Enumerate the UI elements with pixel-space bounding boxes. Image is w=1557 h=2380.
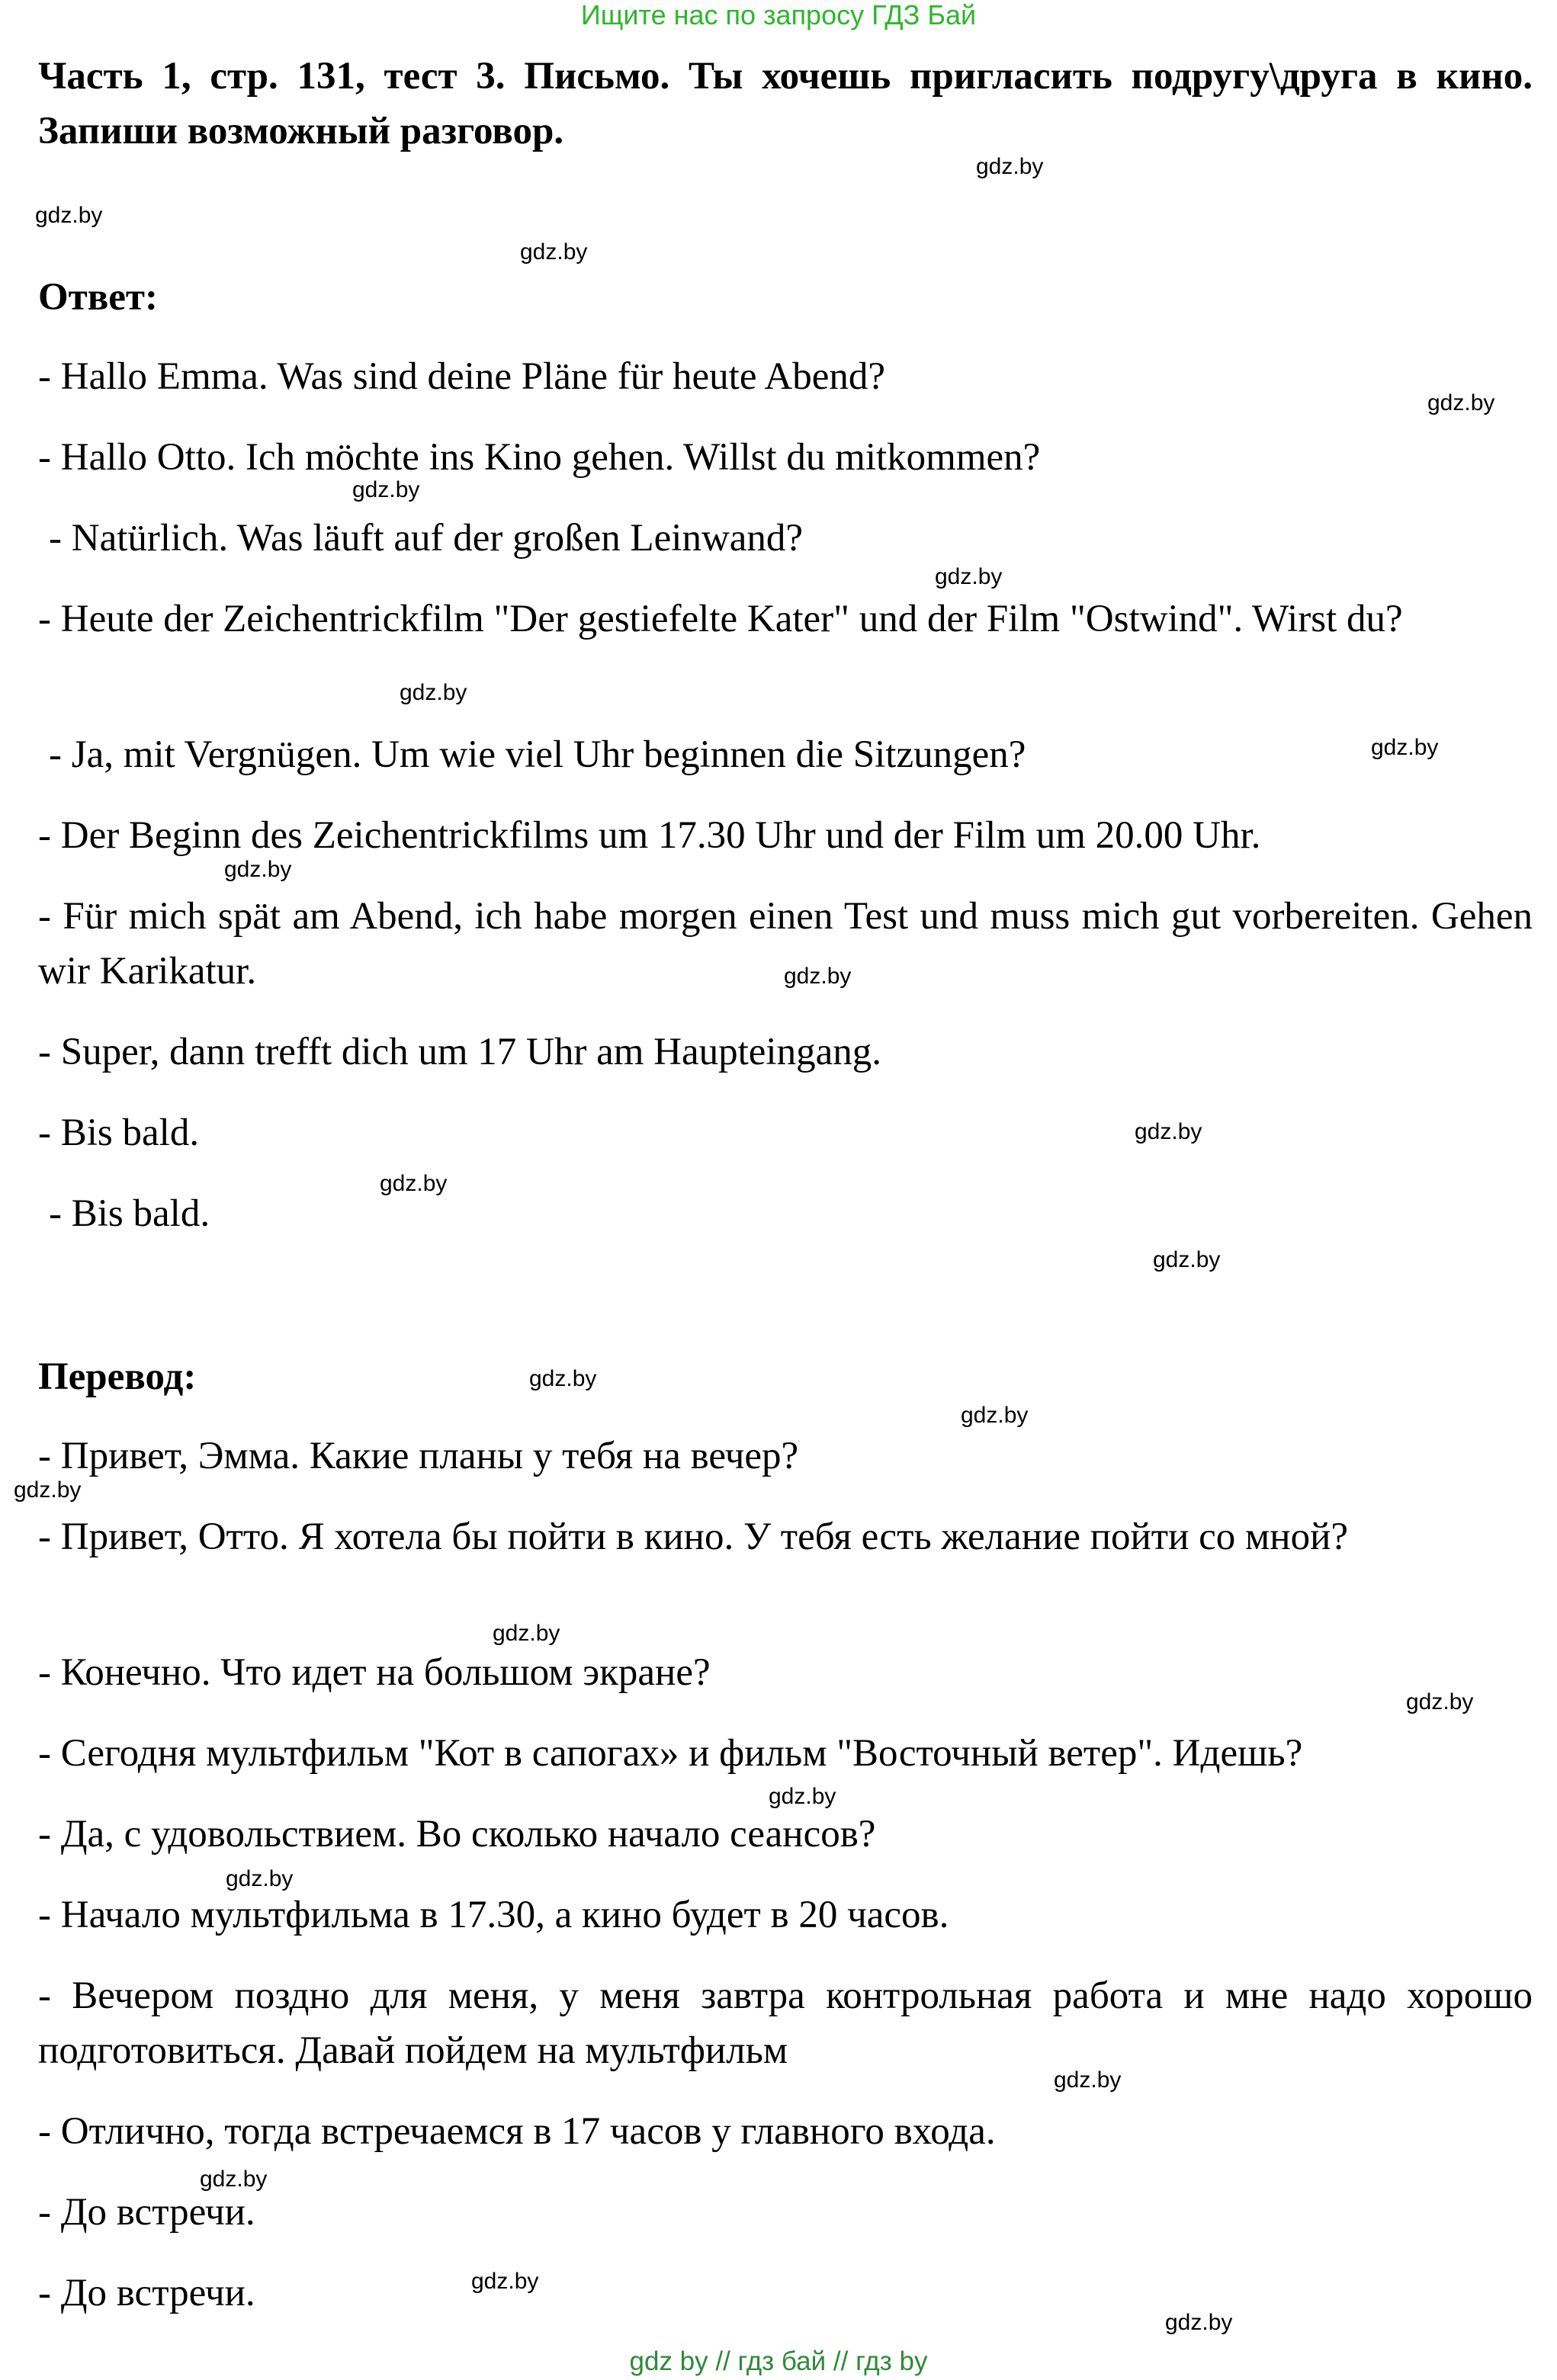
watermark: gdz.by bbox=[493, 1621, 560, 1646]
translation-line-8: - Отлично, тогда встречаемся в 17 часов у главного входа. bbox=[38, 2110, 996, 2153]
watermark: gdz.by bbox=[224, 857, 292, 882]
watermark: gdz.by bbox=[14, 1477, 82, 1503]
answer-line-5: - Ja, mit Vergnügen. Um wie viel Uhr beginnen die Sitzungen? bbox=[49, 733, 1026, 776]
translation-line-1: - Привет, Эмма. Какие планы у тебя на вечер? bbox=[38, 1435, 799, 1477]
footer-links[interactable]: gdz by // гдз бай // гдз by bbox=[629, 2346, 928, 2376]
answer-line-2: - Hallo Otto. Ich möchte ins Kino gehen. Willst du mitkommen? bbox=[38, 436, 1041, 479]
translation-line-5: - Да, с удовольствием. Во сколько начало сеансов? bbox=[38, 1813, 876, 1856]
translation-line-10: - До встречи. bbox=[38, 2272, 255, 2314]
answer-line-1: - Hallo Emma. Was sind deine Pläne für heute Abend? bbox=[38, 355, 885, 398]
answer-line-3: - Natürlich. Was läuft auf der großen Leinwand? bbox=[49, 517, 804, 560]
top-banner-link[interactable]: Ищите нас по запросу ГДЗ Бай bbox=[580, 0, 977, 30]
answer-line-8: - Super, dann trefft dich um 17 Uhr am Haupteingang. bbox=[38, 1031, 881, 1073]
task-title: Часть 1, стр. 131, тест 3. Письмо. Ты хочешь пригласить подругу\друга в кино. Запиши возможный разговор. bbox=[38, 55, 1533, 152]
watermark: gdz.by bbox=[769, 1784, 836, 1809]
watermark: gdz.by bbox=[352, 477, 420, 502]
answer-line-6: - Der Beginn des Zeichentrickfilms um 17.30 Uhr und der Film um 20.00 Uhr. bbox=[38, 814, 1261, 857]
translation-heading: Перевод: bbox=[38, 1355, 197, 1398]
answer-heading: Ответ: bbox=[38, 276, 158, 319]
watermark: gdz.by bbox=[784, 964, 852, 989]
watermark: gdz.by bbox=[400, 680, 467, 705]
watermark: gdz.by bbox=[226, 1866, 294, 1891]
translation-line-2: - Привет, Отто. Я хотела бы пойти в кино. У тебя есть желание пойти со мной? bbox=[38, 1516, 1349, 1558]
answer-line-9: - Bis bald. bbox=[38, 1111, 200, 1154]
answer-line-4: - Heute der Zeichentrickfilm "Der gestiefelte Kater" und der Film "Ostwind". Wirst du? bbox=[38, 598, 1403, 640]
watermark: gdz.by bbox=[1371, 735, 1439, 760]
watermark: gdz.by bbox=[529, 1366, 597, 1391]
answer-line-10: - Bis bald. bbox=[49, 1192, 210, 1235]
watermark: gdz.by bbox=[1153, 1247, 1221, 1272]
translation-line-3: - Конечно. Что идет на большом экране? bbox=[38, 1651, 711, 1694]
watermark: gdz.by bbox=[380, 1171, 448, 1196]
watermark: gdz.by bbox=[35, 203, 103, 228]
translation-line-7: - Вечером поздно для меня, у меня завтра контрольная работа и мне надо хорошо подготовиться. Давай пойдем на мультфильм bbox=[38, 1974, 1543, 2072]
watermark: gdz.by bbox=[1406, 1689, 1474, 1714]
answer-line-7: - Für mich spät am Abend, ich habe morgen einen Test und muss mich gut vorbereiten. Gehen wir Karikatur. bbox=[38, 895, 1543, 993]
watermark: gdz.by bbox=[976, 154, 1044, 179]
watermark: gdz.by bbox=[1135, 1119, 1202, 1144]
translation-line-4: - Сегодня мультфильм "Кот в сапогах» и фильм "Восточный ветер". Идешь? bbox=[38, 1732, 1303, 1775]
watermark: gdz.by bbox=[935, 564, 1003, 589]
watermark: gdz.by bbox=[961, 1403, 1029, 1428]
watermark: gdz.by bbox=[471, 2269, 539, 2294]
watermark: gdz.by bbox=[520, 239, 588, 265]
watermark: gdz.by bbox=[1427, 390, 1495, 415]
watermark: gdz.by bbox=[1054, 2067, 1122, 2093]
watermark: gdz.by bbox=[200, 2167, 268, 2192]
translation-line-6: - Начало мультфильма в 17.30, а кино будет в 20 часов. bbox=[38, 1894, 949, 1936]
watermark: gdz.by bbox=[1165, 2310, 1233, 2335]
translation-line-9: - До встречи. bbox=[38, 2191, 255, 2234]
